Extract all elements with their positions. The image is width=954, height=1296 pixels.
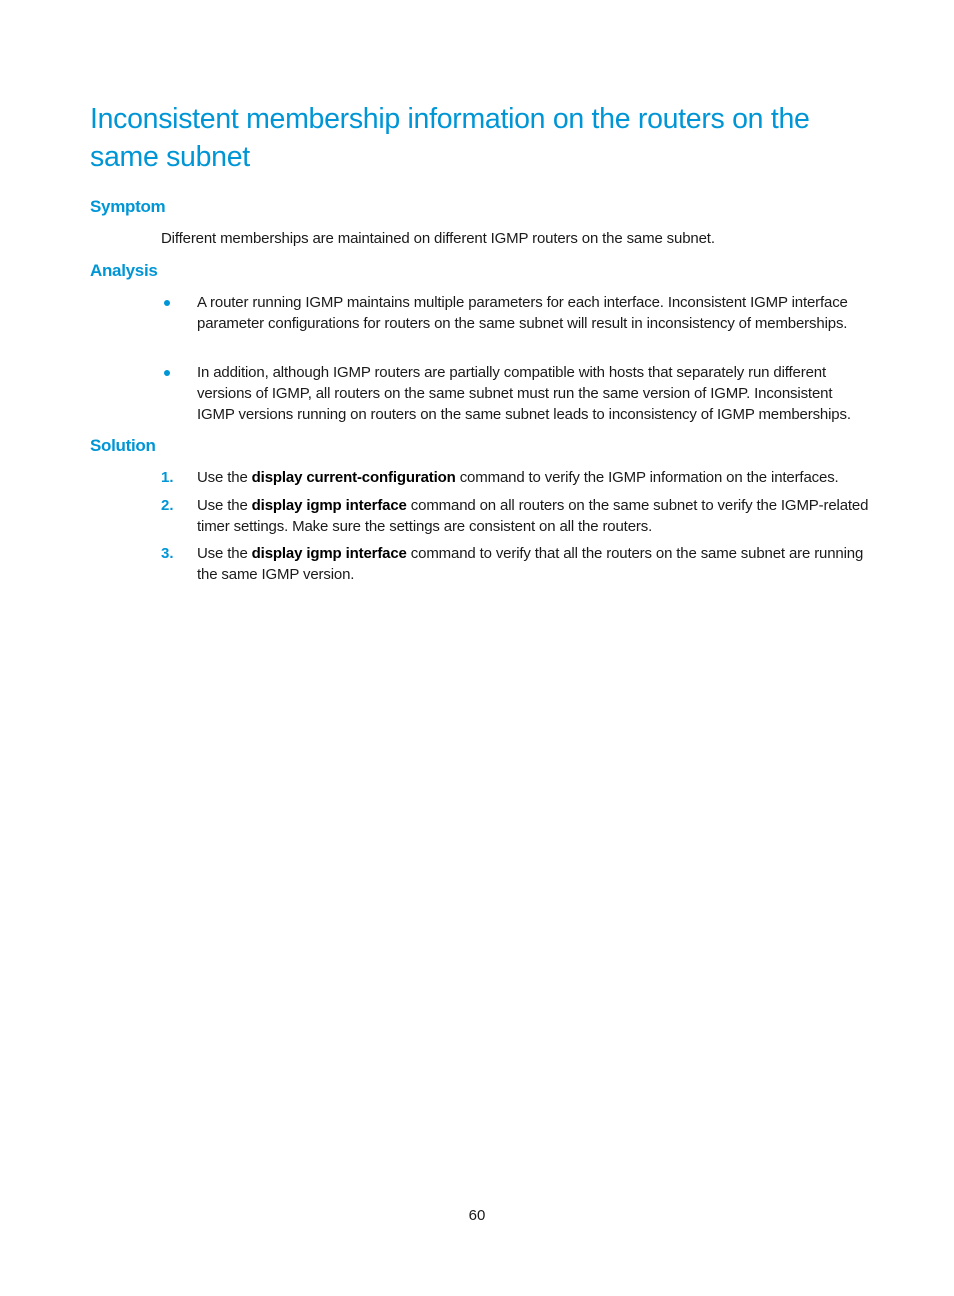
step-text-after: command to verify that all the routers on the same subnet are running the same IGMP version. (197, 545, 864, 583)
step-number: 1. (161, 469, 174, 486)
solution-heading: Solution (90, 436, 156, 455)
step-command: display current-configuration (251, 469, 456, 486)
step-text-before: Use the (197, 497, 252, 514)
step-command: display igmp interface (251, 545, 407, 562)
analysis-item: In addition, although IGMP routers are partially compatible with hosts that separately run different versions of IGMP, all routers on the same subnet must run the same version of IGMP. Inconsistent IGMP versions running on routers on the same subnet leads to inconsistency of IGMP memberships. (197, 364, 851, 423)
symptom-text: Different memberships are maintained on different IGMP routers on the same subnet. (161, 230, 715, 247)
step-text-before: Use the (197, 469, 252, 486)
page-title: Inconsistent membership information on the routers on the same subnet (90, 103, 810, 173)
bullet-icon (164, 300, 170, 306)
step-command: display igmp interface (251, 497, 407, 514)
step-text-before: Use the (197, 545, 252, 562)
page-number: 60 (468, 1207, 486, 1224)
step-number: 3. (161, 545, 174, 562)
solution-step (197, 467, 869, 488)
step-number: 2. (161, 497, 174, 514)
analysis-heading: Analysis (90, 261, 158, 280)
step-text-after: command on all routers on the same subnet to verify the IGMP-related timer settings. Make sure the settings are consistent on all the routers. (197, 497, 869, 535)
solution-step (197, 543, 869, 585)
symptom-heading: Symptom (90, 197, 166, 216)
analysis-item: A router running IGMP maintains multiple parameters for each interface. Inconsistent IGMP interface parameter configurations for routers on the same subnet will result in inconsistency of memberships. (197, 294, 848, 332)
solution-step (197, 495, 869, 537)
step-text-after: command to verify the IGMP information on the interfaces. (455, 469, 839, 486)
bullet-icon (164, 370, 170, 376)
